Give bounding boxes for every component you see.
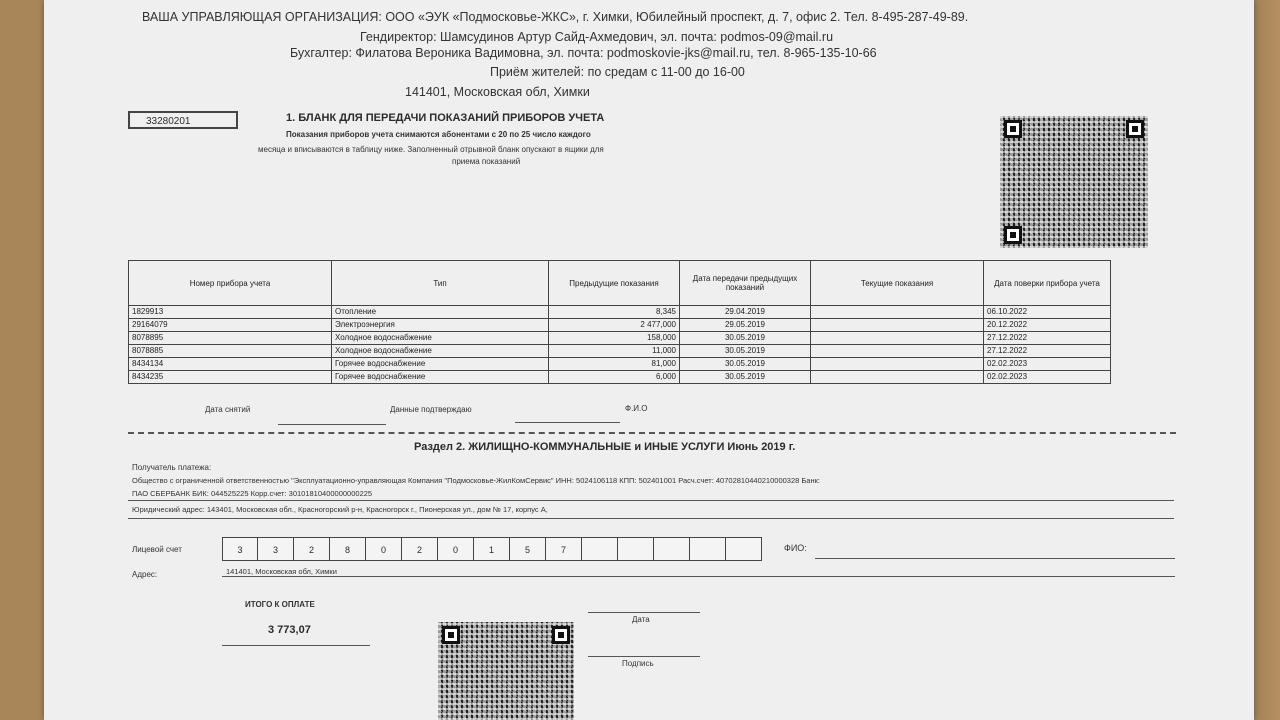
meter-type: Холодное водоснабжение — [332, 332, 549, 345]
meter-number: 8434235 — [129, 371, 332, 384]
current-reading-field[interactable] — [811, 371, 984, 384]
account-digit: 3 — [222, 537, 258, 561]
meter-number: 8078885 — [129, 345, 332, 358]
meter-number: 8078895 — [129, 332, 332, 345]
table-row — [129, 358, 1111, 371]
check-date: 02.02.2023 — [984, 358, 1111, 371]
account-digit: 8 — [330, 537, 366, 561]
table-header-row — [129, 261, 1111, 306]
prev-reading: 8,345 — [549, 306, 680, 319]
qr-code-top — [1000, 116, 1148, 248]
accountant-line: Бухгалтер: Филатова Вероника Вадимовна, эл. почта: podmoskovie-jks@mail.ru, тел. 8-965-135-10-66 — [290, 46, 877, 60]
account-digit — [726, 537, 762, 561]
account-digit: 0 — [438, 537, 474, 561]
account-digit: 2 — [402, 537, 438, 561]
account-digit — [582, 537, 618, 561]
account-number-box: 33280201 — [128, 111, 238, 129]
check-date: 20.12.2022 — [984, 319, 1111, 332]
divider — [128, 500, 1174, 501]
address-label: Адрес: — [132, 570, 158, 579]
account-digit: 5 — [510, 537, 546, 561]
header-prev-reading: Предыдущие показания — [549, 261, 680, 306]
org-address: 141401, Московская обл, Химки — [405, 85, 590, 99]
section1-note-3: приема показаний — [452, 157, 521, 166]
check-date: 06.10.2022 — [984, 306, 1111, 319]
table-row — [129, 319, 1111, 332]
prev-reading: 2 477,000 — [549, 319, 680, 332]
prev-date: 30.05.2019 — [680, 358, 811, 371]
reception-hours: Приём жителей: по средам с 11-00 до 16-00 — [490, 65, 745, 79]
fio-label: Ф.И.О — [625, 404, 648, 413]
account-digit — [690, 537, 726, 561]
signature-line[interactable] — [588, 656, 700, 657]
account-digit: 2 — [294, 537, 330, 561]
prev-date: 30.05.2019 — [680, 371, 811, 384]
current-reading-field[interactable] — [811, 332, 984, 345]
account-digit: 0 — [366, 537, 402, 561]
current-reading-field[interactable] — [811, 345, 984, 358]
current-reading-field[interactable] — [811, 358, 984, 371]
fio-line[interactable] — [815, 558, 1175, 559]
recipient-details-1: Общество с ограниченной ответственностью "Эксплуатационно-управляющая Компания "Подмосковье-ЖилКомСервис" ИНН: 5024106118 КПП: 502401001 Расч.счет: 40702810440210000328 Банк: — [132, 476, 820, 485]
header-current-reading: Текущие показания — [811, 261, 984, 306]
section2-title: Раздел 2. ЖИЛИЩНО-КОММУНАЛЬНЫЕ и ИНЫЕ УСЛУГИ Июнь 2019 г. — [414, 441, 796, 453]
section1-note-2: месяца и вписываются в таблицу ниже. Заполненный отрывной бланк опускают в ящики для — [258, 145, 604, 154]
meter-type: Холодное водоснабжение — [332, 345, 549, 358]
account-label: Лицевой счет — [132, 545, 182, 554]
fio-label-2: ФИО: — [784, 543, 807, 553]
meter-type: Горячее водоснабжение — [332, 371, 549, 384]
section1-note-1: Показания приборов учета снимаются абонентами с 20 по 25 число каждого — [286, 130, 591, 139]
confirm-signature-line[interactable] — [515, 422, 620, 423]
prev-date: 30.05.2019 — [680, 345, 811, 358]
qr-code-payment — [438, 622, 574, 720]
confirm-label: Данные подтверждаю — [390, 405, 472, 414]
table-row — [129, 306, 1111, 319]
signature-label: Подпись — [622, 659, 654, 668]
recipient-label: Получатель платежа: — [132, 463, 212, 472]
meter-number: 1829913 — [129, 306, 332, 319]
meter-number: 8434134 — [129, 358, 332, 371]
total-label: ИТОГО К ОПЛАТЕ — [245, 600, 315, 609]
check-date: 27.12.2022 — [984, 332, 1111, 345]
meter-type: Горячее водоснабжение — [332, 358, 549, 371]
table-row — [129, 371, 1111, 384]
meters-table — [128, 260, 1111, 384]
reading-date-line[interactable] — [278, 424, 386, 425]
header-meter-number: Номер прибора учета — [129, 261, 332, 306]
prev-reading: 11,000 — [549, 345, 680, 358]
date-line[interactable] — [588, 612, 700, 613]
meter-type: Электроэнергия — [332, 319, 549, 332]
header-prev-date: Дата передачи предыдущих показаний — [680, 261, 811, 306]
director-line: Гендиректор: Шамсудинов Артур Сайд-Ахмедович, эл. почта: podmos-09@mail.ru — [360, 30, 834, 44]
divider — [128, 518, 1174, 519]
legal-address: Юридический адрес: 143401, Московская обл., Красногорский р-н, Красногорск г., Пионерская ул., дом № 17, корпус А, — [132, 505, 548, 514]
current-reading-field[interactable] — [811, 306, 984, 319]
account-digit: 1 — [474, 537, 510, 561]
reading-date-label: Дата снятий — [205, 405, 251, 414]
header-type: Тип — [332, 261, 549, 306]
date-label: Дата — [632, 615, 650, 624]
check-date: 02.02.2023 — [984, 371, 1111, 384]
prev-date: 29.04.2019 — [680, 306, 811, 319]
meter-number: 29164079 — [129, 319, 332, 332]
total-line — [222, 645, 370, 646]
total-value: 3 773,07 — [268, 624, 311, 636]
tear-off-line — [128, 432, 1176, 434]
account-digit — [654, 537, 690, 561]
account-digit — [618, 537, 654, 561]
meter-type: Отопление — [332, 306, 549, 319]
section1-title: 1. БЛАНК ДЛЯ ПЕРЕДАЧИ ПОКАЗАНИЙ ПРИБОРОВ УЧЕТА — [286, 112, 605, 124]
recipient-details-2: ПАО СБЕРБАНК БИК: 044525225 Корр.счет: 30101810400000000225 — [132, 489, 373, 498]
check-date: 27.12.2022 — [984, 345, 1111, 358]
prev-date: 30.05.2019 — [680, 332, 811, 345]
account-digit: 3 — [258, 537, 294, 561]
prev-reading: 81,000 — [549, 358, 680, 371]
account-digit: 7 — [546, 537, 582, 561]
org-header-line: ВАША УПРАВЛЯЮЩАЯ ОРГАНИЗАЦИЯ: ООО «ЭУК «Подмосковье-ЖКС», г. Химки, Юбилейный проспект, д. 7, офис 2. Тел. 8-495-287-49-89. — [142, 10, 969, 24]
header-check-date: Дата поверки прибора учета — [984, 261, 1111, 306]
table-row — [129, 332, 1111, 345]
prev-date: 29.05.2019 — [680, 319, 811, 332]
address-line — [222, 576, 1175, 577]
prev-reading: 158,000 — [549, 332, 680, 345]
address-value: 141401, Московская обл, Химки — [226, 567, 337, 576]
account-digit-boxes — [222, 537, 762, 561]
current-reading-field[interactable] — [811, 319, 984, 332]
table-row — [129, 345, 1111, 358]
prev-reading: 6,000 — [549, 371, 680, 384]
